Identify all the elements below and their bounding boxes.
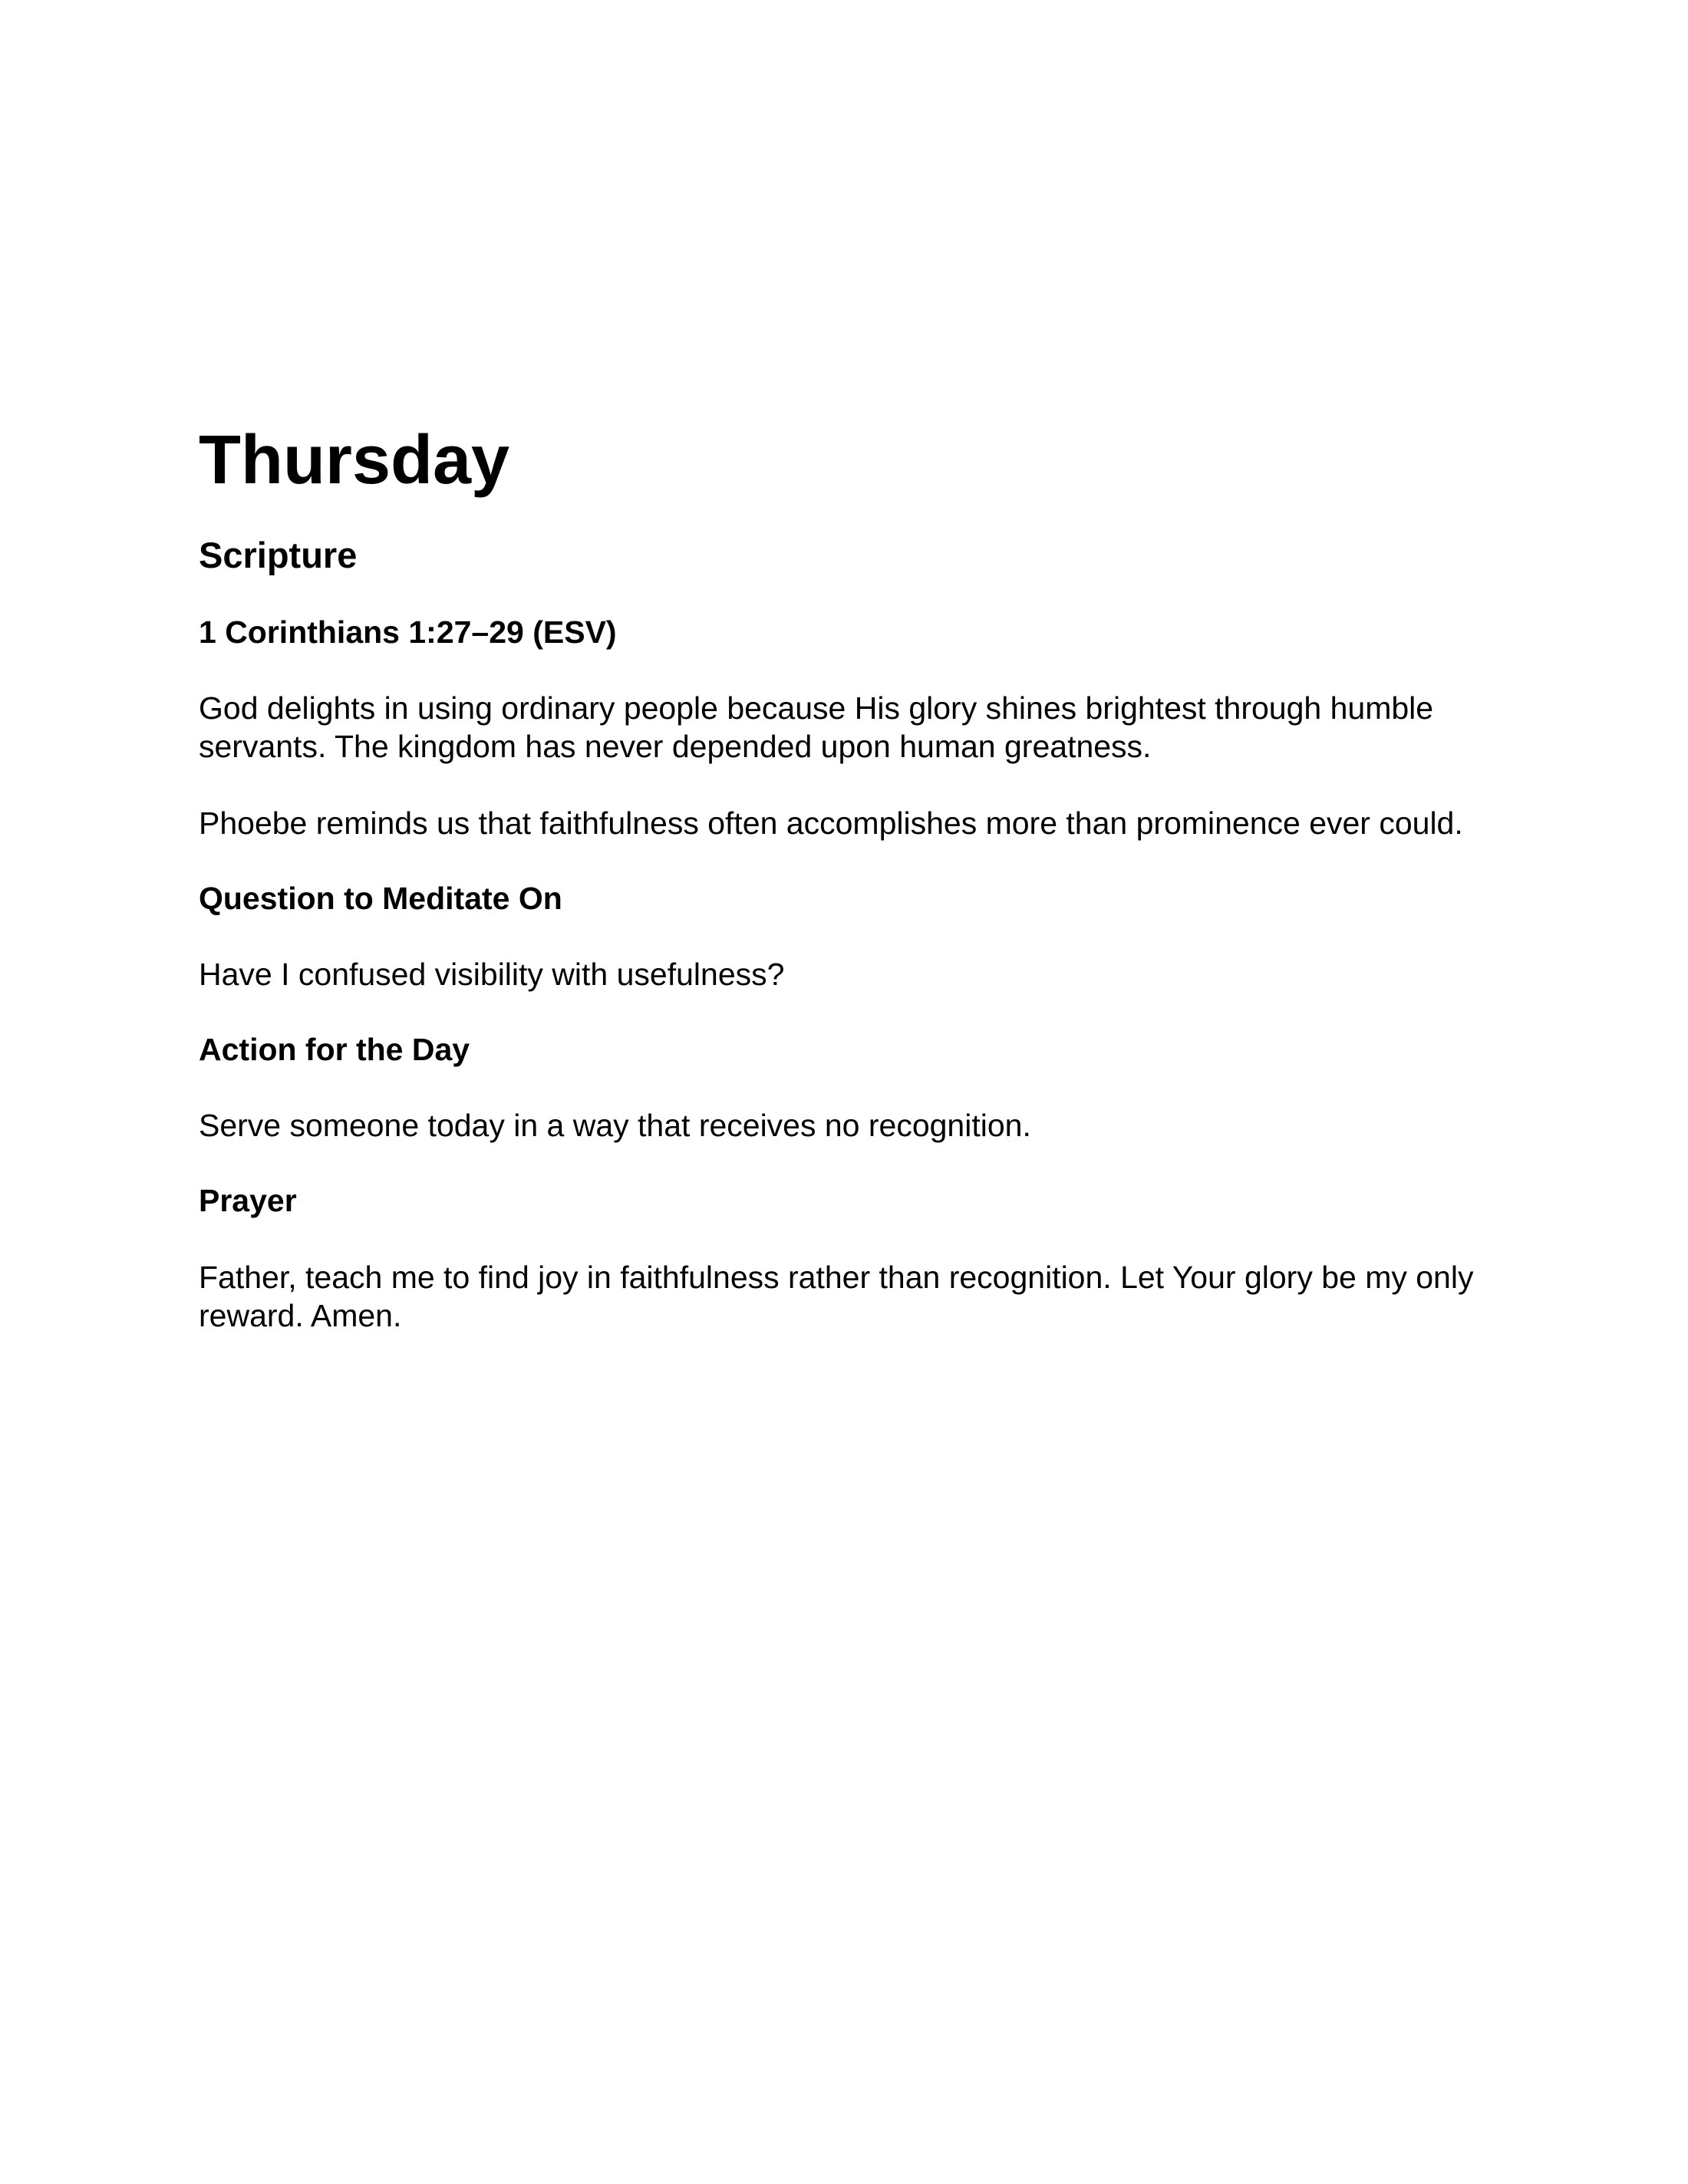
spacer xyxy=(199,495,1518,535)
spacer xyxy=(199,1068,1518,1106)
action-heading: Action for the Day xyxy=(199,1032,470,1068)
question-heading: Question to Meditate On xyxy=(199,881,562,917)
spacer xyxy=(199,842,1518,881)
reflection-paragraph: God delights in using ordinary people because His glory shines brightest through humble servants. The kingdom has never depended upon human greatness. xyxy=(199,690,1434,765)
prayer-heading: Prayer xyxy=(199,1183,297,1219)
action-text: Serve someone today in a way that receives no recognition. xyxy=(199,1108,1031,1144)
page-title: Thursday xyxy=(199,422,510,499)
reflection-paragraph: Phoebe reminds us that faithfulness often accomplishes more than prominence ever could. xyxy=(199,805,1463,842)
spacer xyxy=(199,1220,1518,1258)
spacer xyxy=(199,576,1518,614)
spacer xyxy=(199,1145,1518,1183)
scripture-heading: Scripture xyxy=(199,535,358,575)
spacer xyxy=(199,993,1518,1032)
spacer xyxy=(199,766,1518,804)
question-text: Have I confused visibility with usefulness? xyxy=(199,957,785,993)
prayer-text: Father, teach me to find joy in faithfulness rather than recognition. Let Your glory be my only reward. Amen. xyxy=(199,1259,1474,1333)
scripture-reference: 1 Corinthians 1:27–29 (ESV) xyxy=(199,614,617,651)
spacer xyxy=(199,917,1518,955)
devotional-page xyxy=(199,422,1518,1335)
spacer xyxy=(199,651,1518,689)
